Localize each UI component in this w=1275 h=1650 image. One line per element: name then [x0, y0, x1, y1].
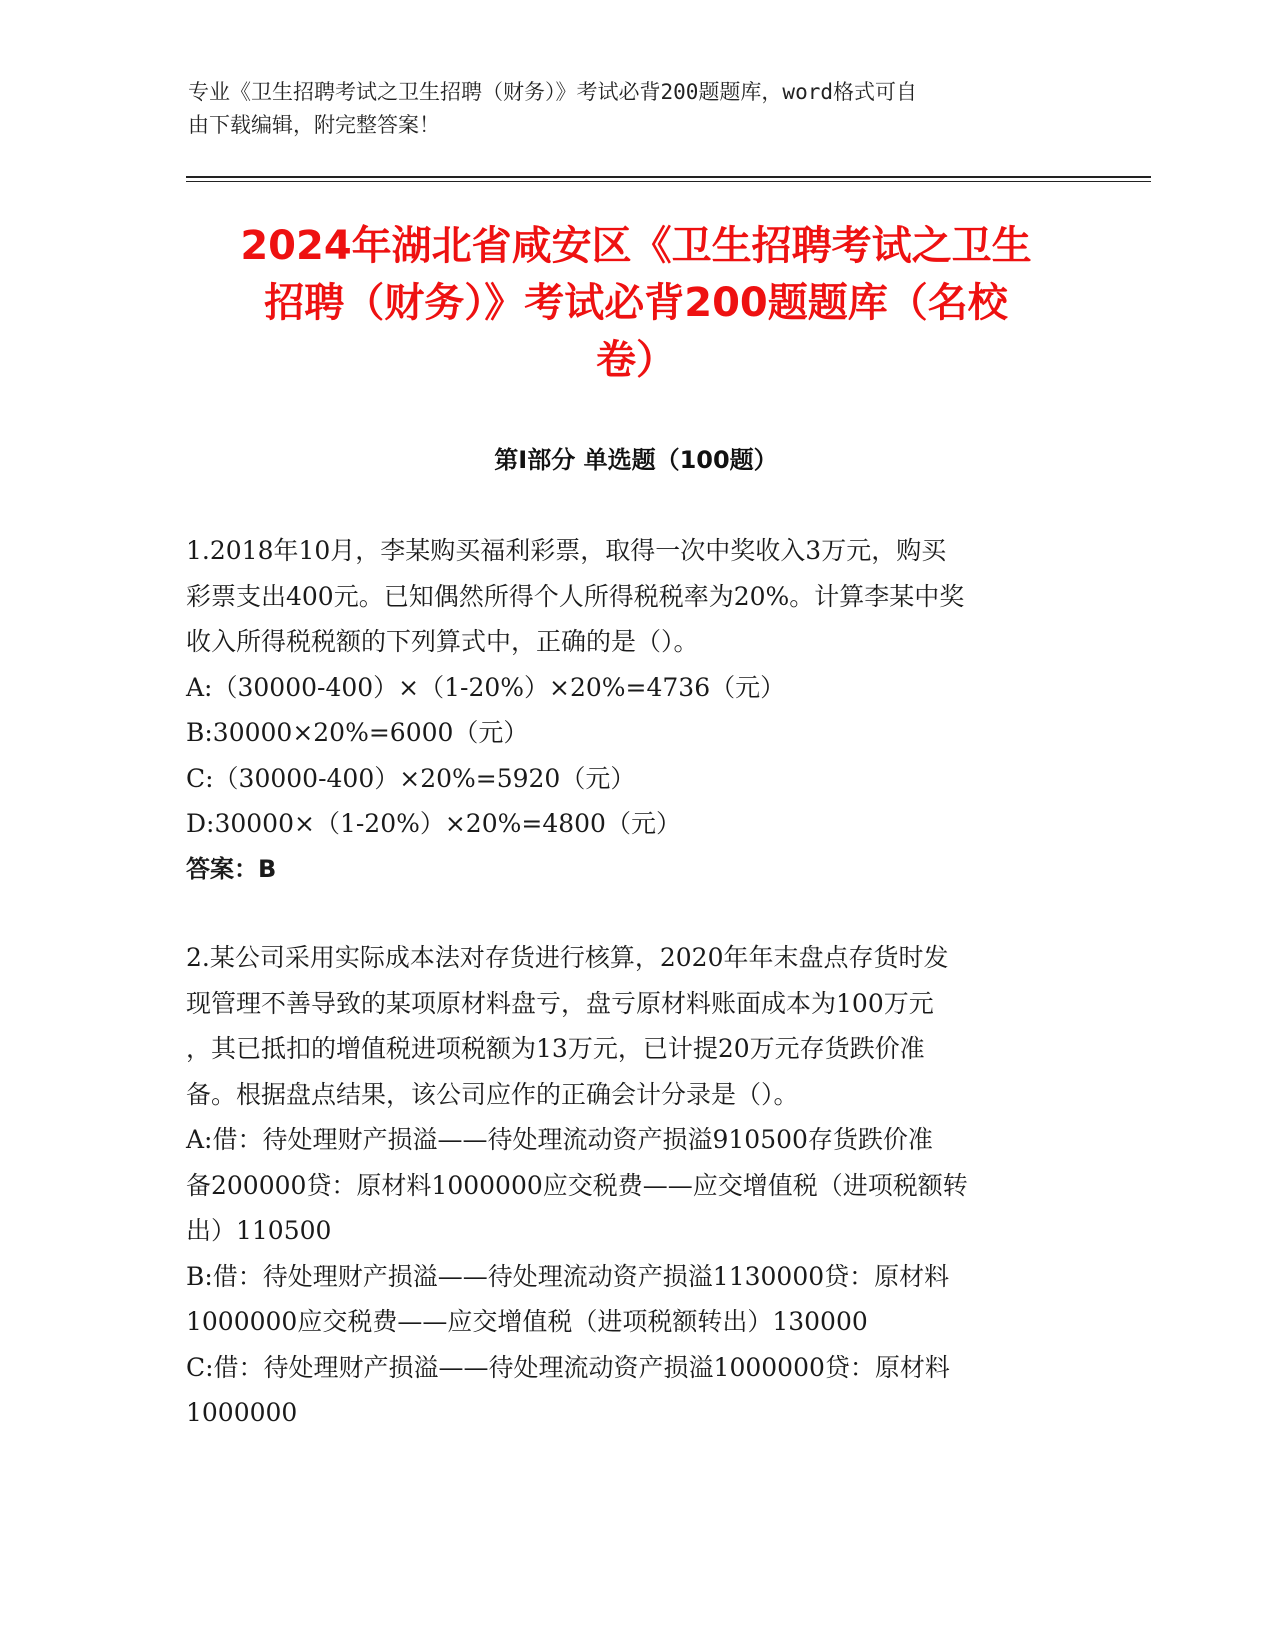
document-title: [186, 218, 1086, 389]
option-a: A:（30000-400）×（1-20%）×20%=4736（元）: [186, 672, 786, 702]
option-b-line: 1000000应交税费——应交增值税（进项税额转出）130000: [186, 1307, 868, 1336]
question-2: [186, 935, 1086, 1436]
answer-line: 答案：B: [186, 854, 277, 883]
question-stem-line: 彩票支出400元。已知偶然所得个人所得税税率为20%。计算李某中奖: [186, 581, 965, 611]
option-a-line: 备200000贷：原材料1000000应交税费——应交增值税（进项税额转: [186, 1170, 968, 1200]
title-line: 2024年湖北省咸安区《卫生招聘考试之卫生: [240, 223, 1032, 269]
option-a-line: A:借：待处理财产损溢——待处理流动资产损溢910500存货跌价准: [186, 1125, 933, 1154]
header-note-line: 专业《卫生招聘考试之卫生招聘（财务）》考试必背200题题库，word格式可自: [188, 80, 917, 104]
option-a-line: 出）110500: [186, 1216, 332, 1245]
title-line: 卷）: [596, 337, 676, 383]
question-stem-line: 收入所得税税额的下列算式中，正确的是（）。: [186, 627, 699, 656]
question-stem-line: 1.2018年10月，李某购买福利彩票，取得一次中奖收入3万元，购买: [186, 536, 947, 565]
question-stem-line: 现管理不善导致的某项原材料盘亏，盘亏原材料账面成本为100万元: [186, 988, 934, 1018]
section-heading: 第Ⅰ部分 单选题（100题）: [494, 446, 778, 474]
question-stem-line: 备。根据盘点结果，该公司应作的正确会计分录是（）。: [186, 1079, 799, 1109]
header-divider: [186, 176, 1151, 178]
question-stem-line: 2.某公司采用实际成本法对存货进行核算，2020年年末盘点存货时发: [186, 943, 949, 972]
question-stem-line: ，其已抵扣的增值税进项税额为13万元，已计提20万元存货跌价准: [186, 1034, 925, 1063]
option-d: D:30000×（1-20%）×20%=4800（元）: [186, 809, 681, 838]
header-divider-thin: [186, 181, 1151, 182]
header-note: [188, 76, 1088, 142]
question-1: [186, 528, 1086, 892]
option-b: B:30000×20%=6000（元）: [186, 718, 529, 747]
option-b-line: B:借：待处理财产损溢——待处理流动资产损溢1130000贷：原材料: [186, 1261, 950, 1291]
option-c-line: 1000000: [186, 1398, 298, 1427]
title-line: 招聘（财务）》考试必背200题题库（名校: [264, 280, 1008, 326]
option-c: C:（30000-400）×20%=5920（元）: [186, 763, 636, 793]
option-c-line: C:借：待处理财产损溢——待处理流动资产损溢1000000贷：原材料: [186, 1352, 950, 1382]
header-note-line: 由下载编辑，附完整答案！: [188, 113, 440, 137]
